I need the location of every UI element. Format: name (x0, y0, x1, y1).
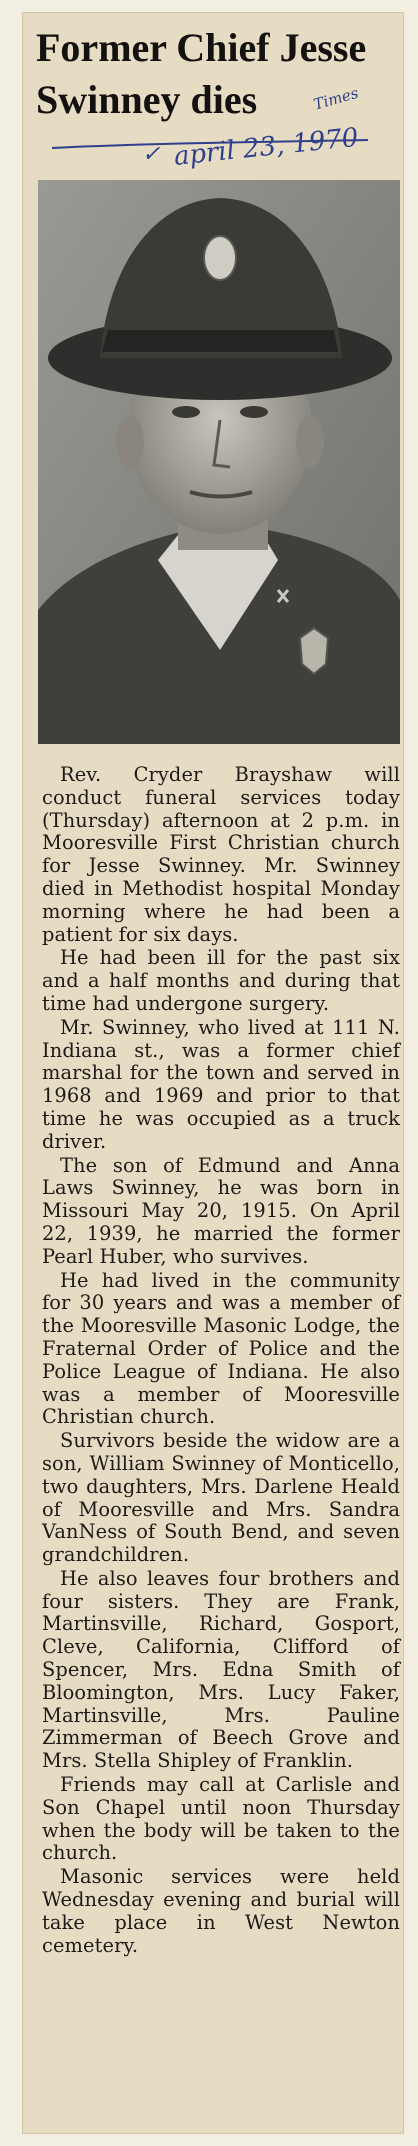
article-paragraph: Masonic services were held Wednesday evening and burial will take place in West Newton cemetery. (42, 1865, 400, 1957)
officer-portrait-photo (38, 180, 400, 744)
article-body (42, 764, 400, 1958)
article-paragraph: Friends may call at Carlisle and Son Chapel until noon Thursday when the body will be taken to the church. (42, 1773, 400, 1865)
article-paragraph: He had lived in the community for 30 years and was a member of the Mooresville Masonic Lodge, the Fraternal Order of Police and the Police League of Indiana. He also was a member of Mooresville Christian church. (42, 1268, 400, 1429)
article-paragraph: He had been ill for the past six and a half months and during that time had undergone surgery. (42, 946, 400, 1015)
article-paragraph: Mr. Swinney, who lived at 111 N. Indiana st., was a former chief marshal for the town and served in 1968 and 1969 and prior to that time he was occupied as a truck driver. (42, 1015, 400, 1153)
article-paragraph: Survivors beside the widow are a son, William Swinney of Monticello, two daughters, Mrs. Darlene Heald of Mooresville and Mrs. Sandra VanNess of South Bend, and seven grandchildren. (42, 1429, 400, 1567)
article-paragraph: The son of Edmund and Anna Laws Swinney, he was born in Missouri May 20, 1915. On April 22, 1939, he married the former Pearl Huber, who survives. (42, 1153, 400, 1268)
article-paragraph: He also leaves four brothers and four sisters. They are Frank, Martinsville, Richard, Gosport, Cleve, California, Clifford of Spencer, Mrs. Edna Smith of Bloomington, Mrs. Lucy Faker, Martinsville, Mrs. Pauline Zimmerman of Beech Grove and Mrs. Stella Shipley of Franklin. (42, 1566, 400, 1773)
headline-line-2: Swinney dies (36, 77, 258, 122)
article-paragraph: Rev. Cryder Brayshaw will conduct funeral services today (Thursday) afternoon at 2 p.m. in Mooresville First Christian church for Jesse Swinney. Mr. Swinney died in Methodist hospital Monday morning where he had been a patient for six days. (42, 763, 400, 946)
headline-line-1: Former Chief Jesse (36, 25, 367, 70)
handwritten-date: april 23, 1970 (172, 122, 360, 172)
handwritten-source-note: Times (311, 83, 361, 114)
check-mark-icon: ✓ (142, 142, 161, 167)
newspaper-clipping (22, 12, 404, 2134)
headline (36, 22, 396, 126)
